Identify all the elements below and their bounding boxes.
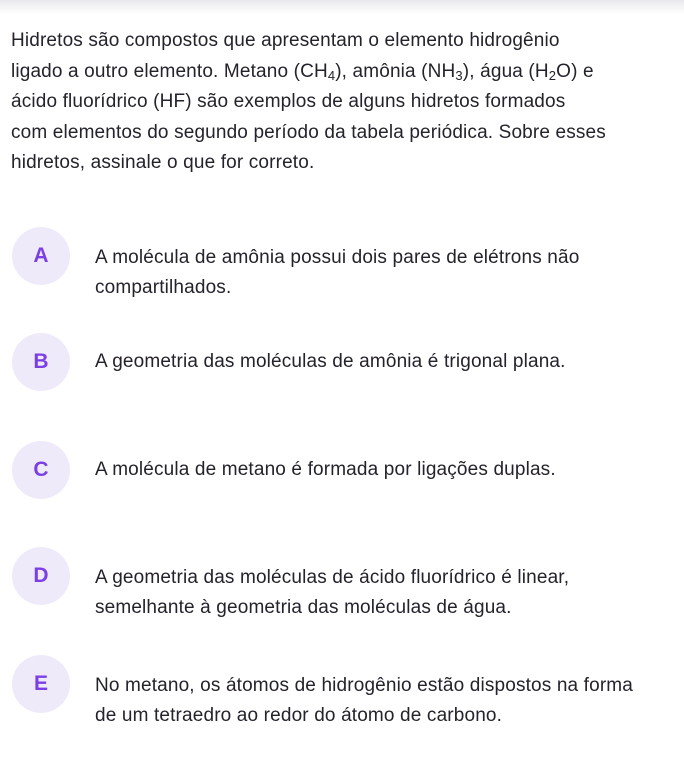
question-line-4: com elementos do segundo período da tabela periódica. Sobre esses [11, 121, 606, 143]
question-line-2-part-d: O) e [556, 60, 594, 82]
option-c-letter-badge[interactable]: C [12, 441, 70, 499]
option-a-text[interactable]: A molécula de amônia possui dois pares de elétrons não compartilhados. [95, 247, 580, 298]
option-c[interactable] [12, 441, 672, 499]
header-shadow [0, 0, 684, 14]
subscript-ch4: 4 [327, 67, 336, 83]
question-line-3: ácido fluorídrico (HF) são exemplos de alguns hidretos formados [11, 91, 566, 112]
option-d[interactable] [12, 547, 672, 623]
subscript-h2o: 2 [548, 67, 557, 83]
question-text [11, 26, 677, 179]
question-line-1: Hidretos são compostos que apresentam o elemento hidrogênio [11, 30, 560, 51]
question-line-5: hidretos, assinale o que for correto. [11, 152, 315, 173]
option-e-letter-badge[interactable]: E [12, 655, 70, 713]
option-d-letter-badge[interactable]: D [12, 547, 70, 605]
option-b[interactable] [12, 333, 672, 391]
option-a-letter-badge[interactable]: A [12, 227, 70, 285]
option-c-text[interactable]: A molécula de metano é formada por ligações duplas. [95, 459, 556, 480]
option-b-letter-badge[interactable]: B [12, 333, 70, 391]
subscript-nh3: 3 [455, 67, 463, 83]
option-d-text[interactable]: A geometria das moléculas de ácido fluorídrico é linear, semelhante à geometria das moléculas de água. [95, 567, 570, 618]
option-b-text[interactable]: A geometria das moléculas de amônia é trigonal plana. [95, 351, 566, 372]
question-line-2-part-a: ligado a outro elemento. Metano (CH [11, 60, 328, 82]
question-line-2-part-c: ), água (H [462, 60, 549, 82]
question-line-2-part-b: ), amônia (NH [335, 60, 456, 82]
option-e[interactable] [12, 655, 672, 731]
option-a[interactable] [12, 227, 672, 303]
option-e-text[interactable]: No metano, os átomos de hidrogênio estão dispostos na forma de um tetraedro ao redor do átomo de carbono. [95, 675, 633, 726]
